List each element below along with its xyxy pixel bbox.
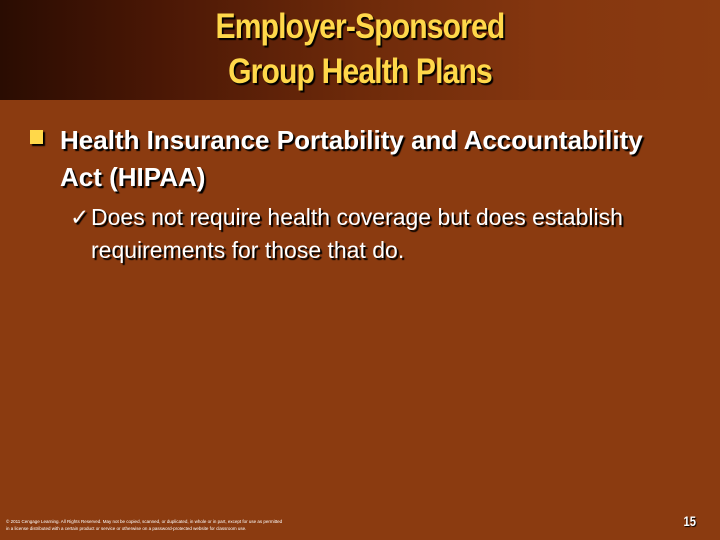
slide-title	[50, 4, 669, 94]
slide-title-line-1: Employer-Sponsored	[215, 7, 505, 46]
copyright-line-1: © 2011 Cengage Learning. All Rights Reserved. May not be copied, scanned, or duplicated, in whole or in part, except for use as permitted	[6, 519, 283, 524]
page-number: 15	[683, 513, 697, 529]
slide-title-line-2: Group Health Plans	[228, 52, 492, 91]
square-bullet-icon	[30, 130, 43, 144]
bullet-level-1	[30, 122, 690, 196]
copyright-line-2: in a license distributed with a certain product or service or otherwise on a password-protected website for classroom use.	[6, 526, 247, 531]
bullet-level-1-text: Health Insurance Portability and Accountability Act (HIPAA)	[60, 125, 643, 192]
bullet-level-2-text: Does not require health coverage but does establish requirements for those that do.	[91, 204, 623, 263]
checkmark-bullet-icon: ✓	[70, 204, 90, 230]
bullet-level-2	[70, 201, 690, 267]
copyright-footer	[6, 518, 646, 532]
